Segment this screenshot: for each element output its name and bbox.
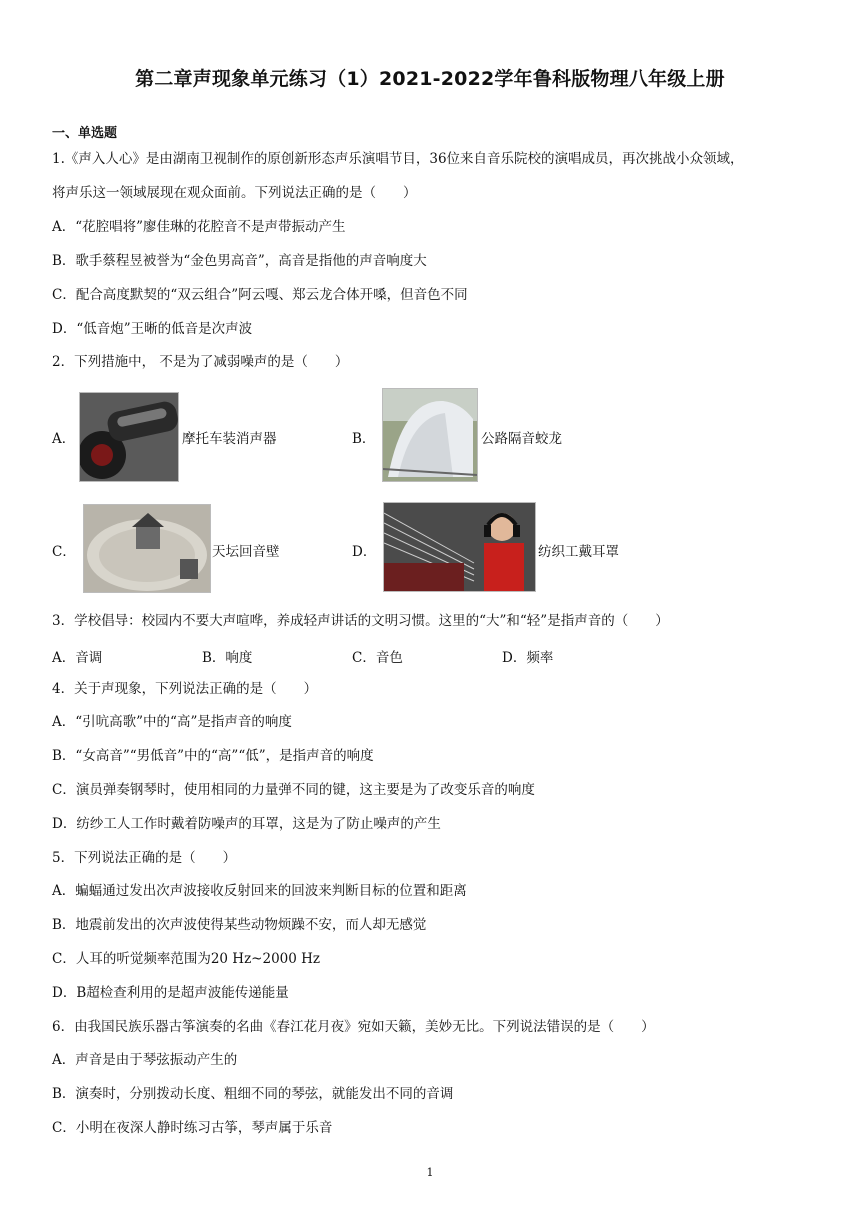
- q3-option-b: B．响度: [202, 650, 253, 666]
- textile-worker-earmuffs-image: [383, 502, 536, 592]
- q2-option-d-caption: 纺织工戴耳罩: [538, 544, 619, 560]
- q2-stem: 2．下列措施中， 不是为了减弱噪声的是（ ）: [52, 354, 349, 370]
- q1-option-b: B．歌手蔡程昱被誉为“金色男高音”，高音是指他的声音响度大: [52, 253, 427, 269]
- q1-stem-line1: 1.《声入人心》是由湖南卫视制作的原创新形态声乐演唱节目，36位来自音乐院校的演唱成员，再次挑战小众领域，: [52, 151, 744, 167]
- q4-option-a: A．“引吭高歌”中的“高”是指声音的响度: [52, 714, 292, 730]
- q2-option-b-label: B．: [352, 431, 376, 447]
- q4-stem: 4．关于声现象，下列说法正确的是（ ）: [52, 681, 318, 697]
- q2-option-b-caption: 公路隔音蛟龙: [481, 431, 562, 447]
- q5-option-b: B．地震前发出的次声波使得某些动物烦躁不安，而人却无感觉: [52, 917, 427, 933]
- q1-stem-line2: 将声乐这一领域展现在观众面前。下列说法正确的是（ ）: [52, 185, 417, 201]
- q4-option-c: C．演员弹奏钢琴时，使用相同的力量弹不同的键，这主要是为了改变乐音的响度: [52, 782, 535, 798]
- q3-options: [52, 646, 752, 664]
- q6-stem: 6．由我国民族乐器古筝演奏的名曲《春江花月夜》宛如天籁，美妙无比。下列说法错误的是（ ）: [52, 1019, 655, 1035]
- q2-option-a-caption: 摩托车装消声器: [182, 431, 277, 447]
- motorcycle-muffler-image: [79, 392, 179, 482]
- q5-stem: 5．下列说法正确的是（ ）: [52, 850, 237, 866]
- q6-option-b: B．演奏时，分别拨动长度、粗细不同的琴弦，就能发出不同的音调: [52, 1086, 454, 1102]
- page-number: 1: [426, 1166, 434, 1179]
- q3-option-d: D．频率: [502, 650, 554, 666]
- q3-option-a: A．音调: [52, 650, 103, 666]
- q1-option-c: C．配合高度默契的“双云组合”阿云嘎、郑云龙合体开嗓，但音色不同: [52, 287, 468, 303]
- section-heading: 一、单选题: [52, 126, 118, 141]
- q2-option-d-label: D．: [352, 544, 377, 560]
- q3-stem: 3．学校倡导：校园内不要大声喧哗，养成轻声讲话的文明习惯。这里的“大”和“轻”是指声音的（ ）: [52, 613, 669, 629]
- q2-option-c-caption: 天坛回音壁: [212, 544, 280, 560]
- q2-option-c-label: C．: [52, 544, 76, 560]
- q2-option-a-label: A．: [52, 431, 76, 447]
- highway-noise-barrier-image: [382, 388, 478, 482]
- q4-option-d: D．纺纱工人工作时戴着防噪声的耳罩，这是为了防止噪声的产生: [52, 816, 441, 832]
- q3-option-c: C．音色: [352, 650, 403, 666]
- page-title: 第二章声现象单元练习（1）2021-2022学年鲁科版物理八年级上册: [135, 68, 725, 90]
- temple-of-heaven-echo-wall-image: [83, 504, 211, 593]
- q4-option-b: B．“女高音”“男低音”中的“高”“低”，是指声音的响度: [52, 748, 374, 764]
- q5-option-d: D．B超检查利用的是超声波能传递能量: [52, 985, 289, 1001]
- q1-option-d: D．“低音炮”王晰的低音是次声波: [52, 321, 253, 337]
- q5-option-c: C．人耳的听觉频率范围为20 Hz~2000 Hz: [52, 951, 321, 967]
- q6-option-c: C．小明在夜深人静时练习古筝，琴声属于乐音: [52, 1120, 333, 1136]
- q6-option-a: A．声音是由于琴弦振动产生的: [52, 1052, 238, 1068]
- q1-option-a: A．“花腔唱将”廖佳琳的花腔音不是声带振动产生: [52, 219, 346, 235]
- q5-option-a: A．蝙蝠通过发出次声波接收反射回来的回波来判断目标的位置和距离: [52, 883, 467, 899]
